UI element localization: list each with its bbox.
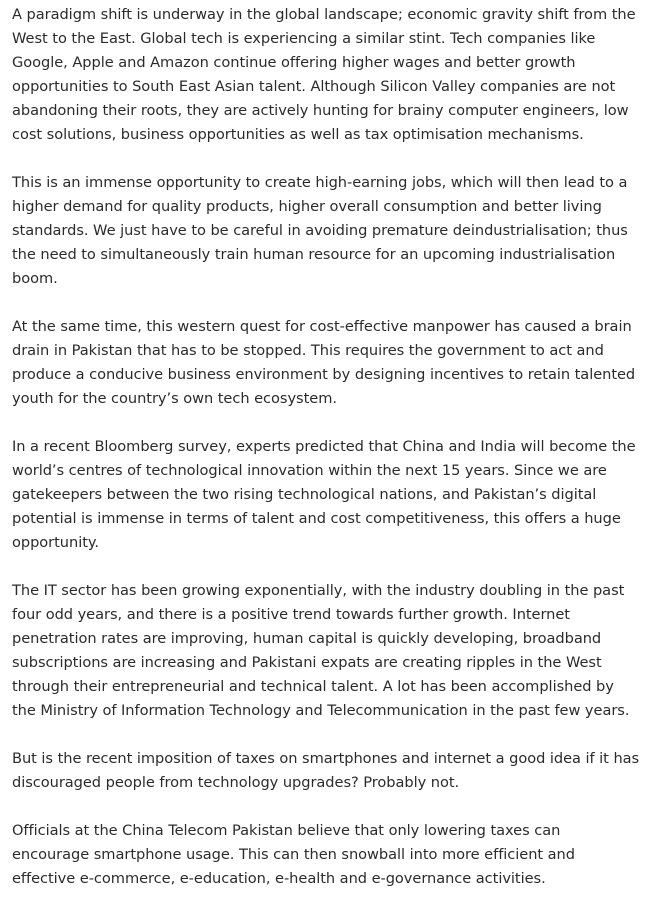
article-paragraph: The IT sector has been growing exponentially, with the industry doubling in the past four odd years, and there is a positive trend towards further growth. Internet penetration rates are improving, human capital is quickly developing, broadband subscriptions are increasing and Pakistani expats are creating ripples in the West through their entrepreneurial and technical talent. A lot has been accomplished by the Ministry of Information Technology and Telecommunication in the past few years. (12, 582, 630, 719)
article-paragraph: Officials at the China Telecom Pakistan believe that only lowering taxes can encourage smartphone usage. This can then snowball into more efficient and effective e-commerce, e-education, e-health and e-governance activities. (12, 822, 575, 887)
article-paragraph: This is an immense opportunity to create high-earning jobs, which will then lead to a higher demand for quality products, higher overall consumption and better living standards. We just have to be careful in avoiding premature deindustrialisation; thus the need to simultaneously train human resource for an upcoming industrialisation boom. (12, 174, 628, 287)
article-paragraph: A paradigm shift is underway in the global landscape; economic gravity shift from the West to the East. Global tech is experiencing a similar stint. Tech companies like Google, Apple and Amazon continue offering higher wages and better growth opportunities to South East Asian talent. Although Silicon Valley companies are not abandoning their roots, they are actively hunting for brainy computer engineers, low cost solutions, business opportunities as well as tax optimisation mechanisms. (12, 6, 636, 143)
article-paragraph: In a recent Bloomberg survey, experts predicted that China and India will become the world’s centres of technological innovation within the next 15 years. Since we are gatekeepers between the two rising technological nations, and Pakistan’s digital potential is immense in terms of talent and cost competitiveness, this offers a huge opportunity. (12, 438, 636, 551)
article-paragraph: At the same time, this western quest for cost-effective manpower has caused a brain drain in Pakistan that has to be stopped. This requires the government to act and produce a conducive business environment by designing incentives to retain talented youth for the country’s own tech ecosystem. (12, 318, 636, 407)
article-body (12, 3, 642, 915)
article-paragraph: But is the recent imposition of taxes on smartphones and internet a good idea if it has discouraged people from technology upgrades? Probably not. (12, 750, 640, 791)
